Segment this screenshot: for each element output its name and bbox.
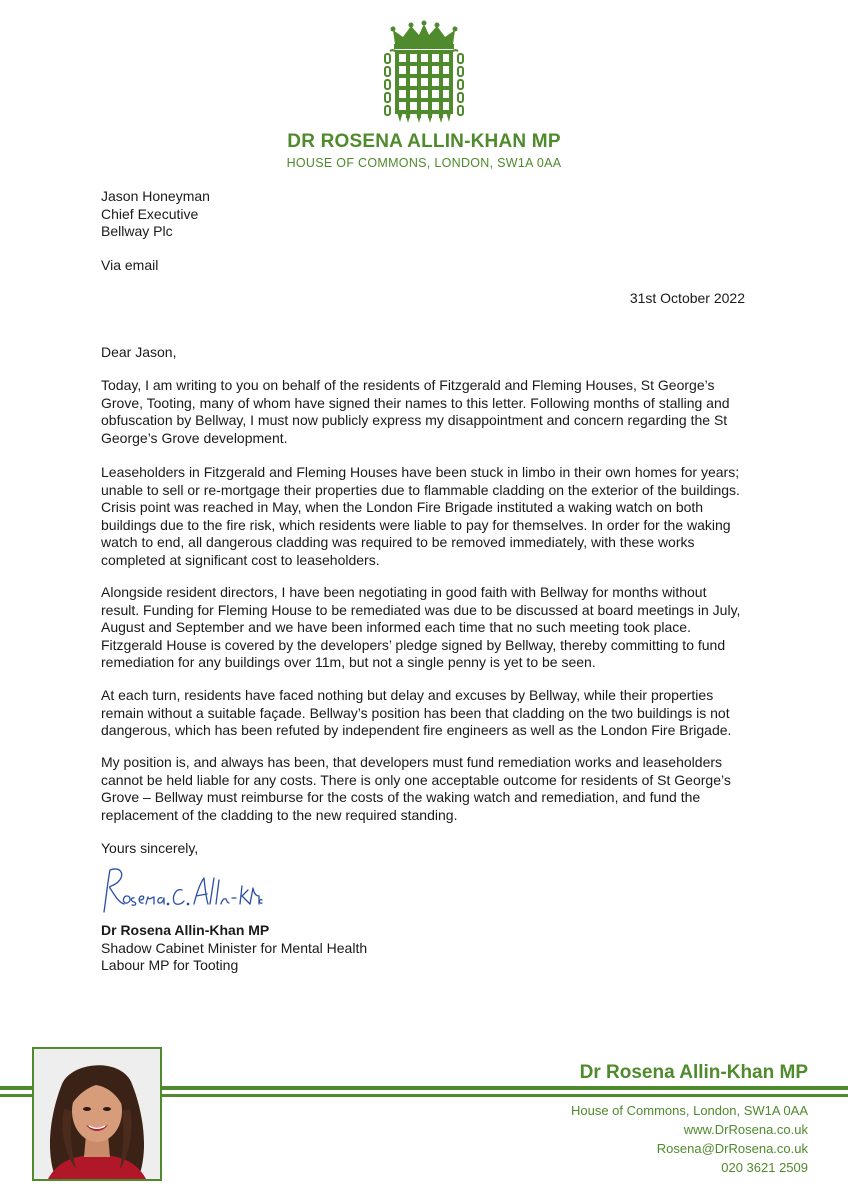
mp-portrait <box>32 1047 162 1181</box>
footer-phone: 020 3621 2509 <box>721 1160 808 1175</box>
paragraph-line: watch to end, all dangerous cladding was required to be removed immediately, with these works <box>101 534 695 551</box>
signoff-title-2: Labour MP for Tooting <box>101 957 239 974</box>
paragraph-line: Alongside resident directors, I have been negotiating in good faith with Bellway for months without <box>101 584 707 600</box>
body-paragraph-3 <box>101 584 761 672</box>
signature-text: Rosena. C. Allin-Khan <box>96 916 116 918</box>
body-paragraph-1 <box>101 377 761 447</box>
paragraph-line: Leaseholders in Fitzgerald and Fleming Houses have been stuck in limbo in their own homes for years; <box>101 464 740 480</box>
footer-email-link[interactable]: Rosena@DrRosena.co.uk <box>656 1141 808 1156</box>
paragraph-line: completed at significant cost to leaseholders. <box>101 551 380 568</box>
salutation: Dear Jason, <box>101 344 177 360</box>
paragraph-line: My position is, and always has been, that developers must fund remediation works and leaseholders <box>101 754 723 770</box>
paragraph-line: Grove, Tooting, many of whom have signed their names to this letter. Following months of stalling and <box>101 394 730 411</box>
signoff-title-1: Shadow Cabinet Minister for Mental Health <box>101 939 368 956</box>
paragraph-line: remain without a suitable façade. Bellway’s position has been that cladding on the two buildings is not <box>101 704 730 721</box>
paragraph-line: Fitzgerald House is covered by the developers’ pledge signed by Bellway, thereby committing to fund <box>101 636 726 653</box>
portrait-illustration <box>34 1049 160 1179</box>
portcullis-crest-icon <box>383 20 465 126</box>
body-paragraph-5 <box>101 754 761 824</box>
paragraph-line: dangerous, which has been refuted by independent fire engineers as well as the London Fire Brigade. <box>101 722 732 739</box>
recipient-name: Jason Honeyman <box>101 188 210 204</box>
delivery-method: Via email <box>101 257 159 273</box>
paragraph-line: result. Funding for Fleming House to be remediated was due to be discussed at board meetings in July, <box>101 601 741 618</box>
paragraph-line: Crisis point was reached in May, when the London Fire Brigade instituted a waking watch on both <box>101 499 704 516</box>
footer-contact <box>571 1101 808 1177</box>
paragraph-line: August and September and we have been informed each time that no such meeting took place. <box>101 619 691 636</box>
recipient-company: Bellway Plc <box>101 223 173 240</box>
paragraph-line: unable to sell or re-mortgage their properties due to flammable cladding on the exterior of the buildings. <box>101 481 740 498</box>
letterhead-name: DR ROSENA ALLIN-KHAN MP <box>287 131 561 152</box>
paragraph-line: Grove – Bellway must reimburse for the costs of the waking watch and remediation, and fund the <box>101 789 701 806</box>
footer-name: Dr Rosena Allin-Khan MP <box>579 1062 808 1083</box>
signoff-name: Dr Rosena Allin-Khan MP <box>101 922 270 938</box>
closing: Yours sincerely, <box>101 840 199 856</box>
paragraph-line: George’s Grove development. <box>101 429 288 446</box>
body-paragraph-2 <box>101 464 761 570</box>
footer-website-link[interactable]: www.DrRosena.co.uk <box>683 1122 808 1137</box>
handwritten-signature <box>96 860 266 918</box>
paragraph-line: buildings due to the fire risk, which residents were liable to pay for themselves. In order for the waking <box>101 516 731 533</box>
body-paragraph-4 <box>101 687 761 740</box>
signoff-block <box>101 922 746 975</box>
paragraph-line: remediation for any buildings over 11m, but not a single penny is yet to be seen. <box>101 654 596 671</box>
paragraph-line: obfuscation by Bellway, I must now publicly express my disappointment and concern regarding the St <box>101 412 728 429</box>
letter-date: 31st October 2022 <box>629 290 745 306</box>
recipient-title: Chief Executive <box>101 205 199 222</box>
letterhead-address: HOUSE OF COMMONS, LONDON, SW1A 0AA <box>286 156 562 170</box>
footer-address: House of Commons, London, SW1A 0AA <box>570 1103 808 1118</box>
paragraph-line: cannot be held liable for any costs. There is only one acceptable outcome for residents of St George’s <box>101 771 731 788</box>
paragraph-line: Today, I am writing to you on behalf of the residents of Fitzgerald and Fleming Houses, St George’s <box>101 377 715 393</box>
paragraph-line: replacement of the cladding to the new required standing. <box>101 806 458 823</box>
paragraph-line: At each turn, residents have faced nothing but delay and excuses by Bellway, while their properties <box>101 687 714 703</box>
recipient-block <box>101 188 746 241</box>
